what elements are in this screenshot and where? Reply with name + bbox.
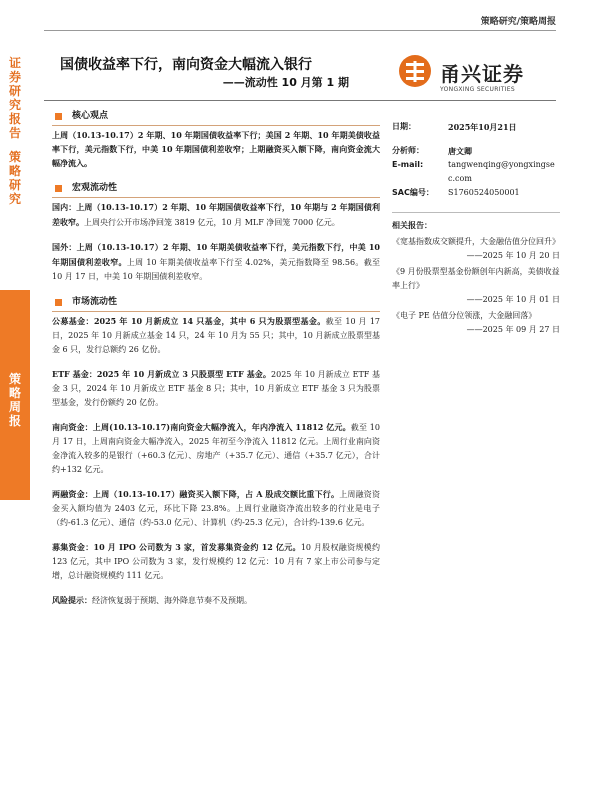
- section-title: 核心观点: [72, 111, 109, 121]
- section-header-macro: [52, 180, 380, 198]
- main-content: [52, 108, 380, 618]
- date-row: [392, 120, 560, 134]
- sidebar-char: 证: [8, 56, 21, 70]
- related-report-date: ——2025 年 10 月 20 日: [466, 251, 560, 260]
- paragraph-body: 2025 年 10 月新成立 ETF 基金 3 只，2024 年 10 月新成立 ETF 基金 8 只；其中，10 月新成立 ETF 基金 3 只为股票型基金，发行份额约 20 亿份。: [52, 370, 380, 407]
- date-label: 日期：: [392, 122, 416, 131]
- sidebar-char: 研: [8, 84, 21, 98]
- sidebar-block-label: [6, 372, 24, 428]
- section-title: 市场流动性: [72, 297, 118, 307]
- sidebar-char: 报: [8, 112, 21, 126]
- sidebar-char: 告: [8, 126, 21, 140]
- paragraph-lead: 募集资金：10 月 IPO 公司数为 3 家，首发募集资金约 12 亿元。: [52, 542, 301, 552]
- market-southbound-paragraph: [52, 420, 380, 477]
- sidebar-char: 究: [8, 192, 21, 206]
- macro-domestic-paragraph: [52, 200, 380, 230]
- paragraph-lead: ETF 基金：2025 年 10 月新成立 3 只股票型 ETF 基金。: [52, 369, 272, 379]
- email-label: E-mail:: [392, 160, 424, 169]
- sidebar-char: 策: [8, 150, 21, 164]
- sac-label: SAC编号：: [392, 188, 434, 197]
- header-divider: [44, 100, 556, 101]
- sidebar: [0, 0, 30, 800]
- sac-value: S1760524050001: [448, 188, 520, 197]
- sidebar-char: 略: [8, 164, 21, 178]
- paragraph-lead: 南向资金：上周(10.13-10.17)南向资金大幅净流入，年内净流入 11812 亿元。: [52, 422, 351, 432]
- report-title: 国债收益率下行，南向资金大幅流入银行: [60, 57, 312, 73]
- sidebar-char: 略: [8, 386, 21, 400]
- bullet-square-icon: [55, 113, 62, 120]
- related-report-date: ——2025 年 09 月 27 日: [466, 325, 560, 334]
- sidebar-char: 研: [8, 178, 21, 192]
- report-category-tag: 策略研究/策略周报: [480, 17, 556, 27]
- analyst-row: [392, 144, 560, 158]
- paragraph-body: 截至 10 月 17 日，2025 年 10 月新成立基金 14 只，24 年 10 月为 55 只；其中，10 月新成立股票型基金 6 只，发行总额约 26 亿份。: [52, 317, 380, 354]
- email-row: [392, 158, 560, 186]
- logo-english-name: YONGXING SECURITIES: [440, 86, 515, 93]
- sidebar-char: 究: [8, 98, 21, 112]
- related-reports-title: 相关报告：: [392, 212, 560, 233]
- paragraph-body: 上周 10 年期美债收益率下行至 4.02%，美元指数降至 98.56。截至 10 月 17 日，中美 10 年期国债利差收窄。: [52, 258, 381, 281]
- section-header-core: [52, 108, 380, 126]
- paragraph-lead: 公募基金：2025 年 10 月新成立 14 只基金，其中 6 只为股票型基金。: [52, 316, 326, 326]
- core-view-text: 上周（10.13-10.17）2 年期、10 年期国债收益率下行；美国 2 年期、10 年期美债收益率下行，美元指数下行，中美 10 年期国债利差收窄；上期融资买入额下降，南向资金流大幅净流入。: [52, 130, 380, 168]
- section-title: 宏观流动性: [72, 183, 118, 193]
- paragraph-lead: 国外：上周（10.13-10.17）2 年期、10 年期美债收益率下行，美元指数下行，中美 10 年期国债利差收窄。: [52, 242, 380, 267]
- market-ipo-paragraph: [52, 540, 380, 583]
- paragraph-body: 上周融资资金买入额均值为 2403 亿元，环比下降 23.8%。上周行业融资净流出较多的行业是电子（约-61.3 亿元）、通信（约-53.0 亿元）、计算机（约-25.3 亿元），合计约-139.6 亿元。: [52, 490, 381, 527]
- paragraph-body: 经济恢复弱于预期、海外降息节奏不及预期。: [92, 596, 252, 605]
- related-report-date: ——2025 年 10 月 01 日: [466, 295, 560, 304]
- analyst-label: 分析师：: [392, 146, 424, 155]
- analyst-value: 唐文卿: [448, 146, 472, 156]
- market-fund-paragraph: [52, 314, 380, 357]
- top-divider: [44, 30, 556, 31]
- sac-row: [392, 186, 560, 200]
- sidebar-char: 周: [8, 400, 21, 414]
- related-report-link[interactable]: 《宽基指数成交额提升，大金融估值分位回升》: [392, 237, 560, 246]
- paragraph-body: 上周央行公开市场净回笼 3819 亿元，10 月 MLF 净回笼 7000 亿元。: [84, 218, 340, 227]
- sidebar-orange-block: [0, 290, 30, 500]
- logo-chinese-name: 甬兴证券: [440, 62, 524, 86]
- email-link[interactable]: tangwenqing@yongxingsec.com: [448, 160, 555, 183]
- paragraph-body: 10 月股权融资规模约 123 亿元，其中 IPO 公司数为 3 家，发行规模约 12 亿元：10 月有 7 家上市公司参与定增，总计融资规模约 111 亿元。: [52, 543, 380, 580]
- report-subtitle: ——流动性 10 月第 1 期: [222, 76, 349, 89]
- macro-overseas-paragraph: [52, 240, 380, 284]
- bullet-square-icon: [55, 299, 62, 306]
- logo-mark-icon: [398, 54, 432, 88]
- section-header-market: [52, 294, 380, 312]
- sidebar-char: 券: [8, 70, 21, 84]
- risk-warning: [52, 593, 380, 608]
- market-margin-paragraph: [52, 487, 380, 530]
- paragraph-lead: 国内：上周（10.13-10.17）2 年期、10 年期国债收益率下行，10 年期与 2 年期国债利差收窄。: [52, 202, 380, 227]
- sidebar-char: 策: [8, 372, 21, 386]
- sidebar-char: 报: [8, 414, 21, 428]
- related-report-link[interactable]: 《9 月份股票型基金份额创年内新高，美债收益率上行》: [392, 267, 560, 290]
- paragraph-lead: 两融资金：上周（10.13-10.17）融资买入额下降，占 A 股成交额比重下行。: [52, 489, 340, 499]
- info-panel: [392, 120, 560, 337]
- market-etf-paragraph: [52, 367, 380, 410]
- company-logo: [398, 52, 558, 98]
- related-report-link[interactable]: 《电子 PE 估值分位领涨，大金融回落》: [392, 311, 537, 320]
- paragraph-lead: 风险提示：: [52, 595, 92, 605]
- paragraph-body: 截至 10 月 17 日，上周南向资金大幅净流入，2025 年初至今净流入 11812 亿元。上周行业南向资金净流入较多的是银行（+60.3 亿元）、房地产（+35.7 亿元）、通信（+35.7 亿元），合计约+132 亿元。: [52, 423, 380, 474]
- date-value: 2025年10月21日: [448, 122, 517, 132]
- bullet-square-icon: [55, 185, 62, 192]
